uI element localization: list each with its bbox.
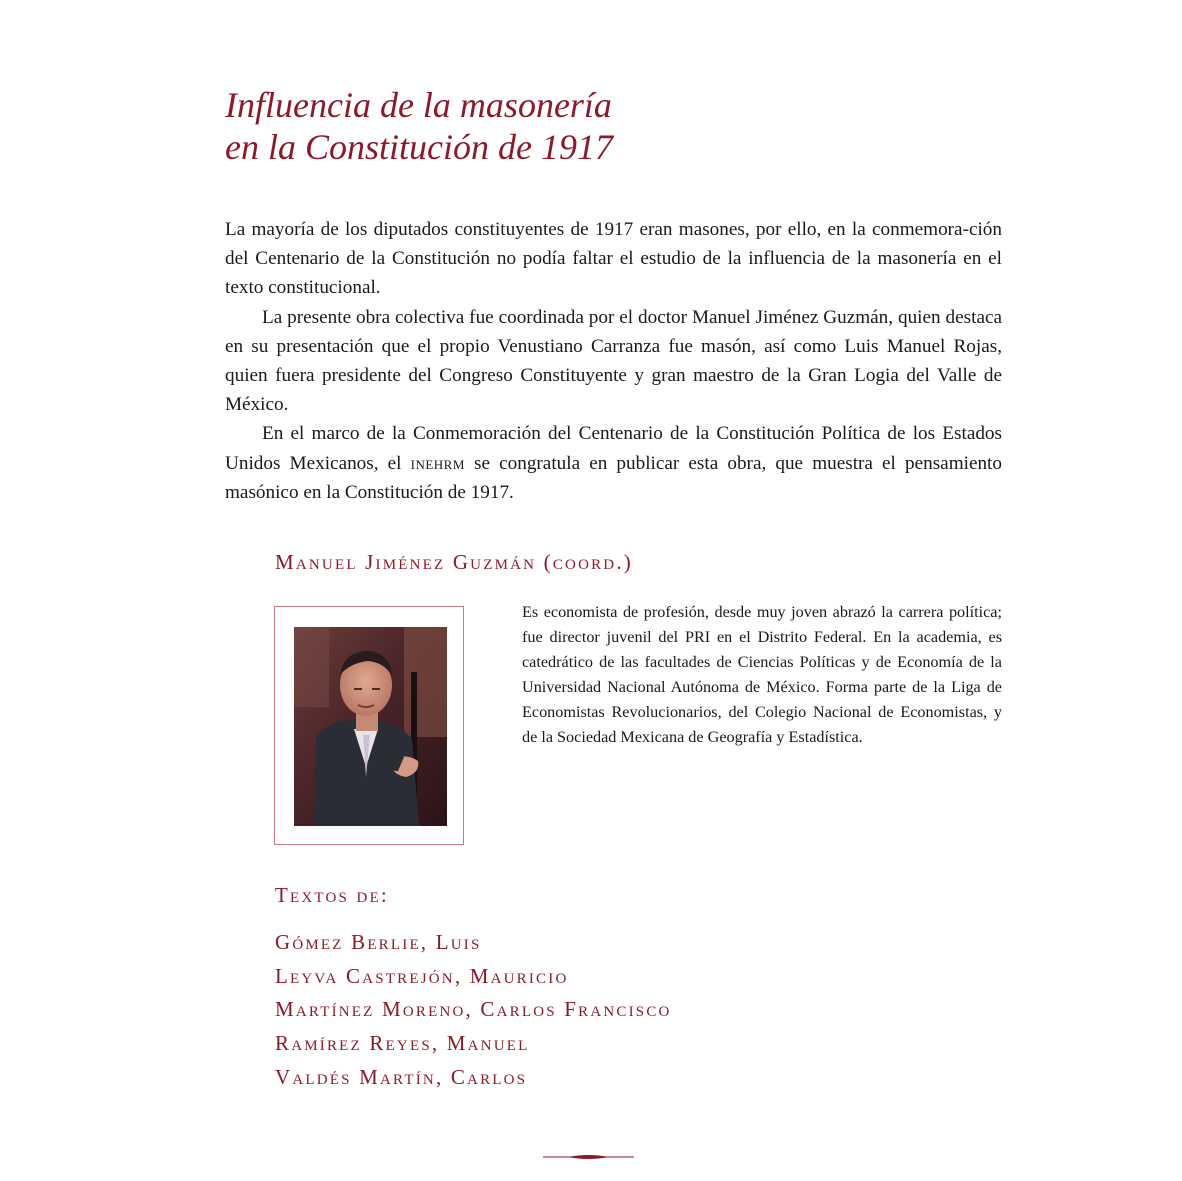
- intro-paragraph-3-end: se congratula en publicar esta obra, que muestra el pensamiento masónico en la Constitución de 1917.: [225, 452, 1002, 503]
- coordinator-heading: Manuel Jiménez Guzmán (coord.): [275, 550, 633, 574]
- contributor-name: Martínez Moreno, Carlos Francisco: [275, 997, 672, 1022]
- intro-paragraph-3-start: En el marco de la Conmemoración del Centenario de la Constitución Política de los Estados Unidos Mexicanos, el: [225, 423, 1002, 474]
- contributors-heading: Textos de:: [275, 883, 389, 907]
- contributor-name: Leyva Castrejón, Mauricio: [275, 963, 569, 988]
- intro-paragraph-2: La presente obra colectiva fue coordinada por el doctor Manuel Jiménez Guzmán, quien destaca en su presentación que el propio Venustiano Carranza fue masón, así como Luis Manuel Rojas, quien fuera presidente del Congreso Constituyente y gran maestro de la Gran Logia del Valle de México.: [225, 306, 1002, 416]
- page-ornament: [543, 1150, 634, 1164]
- contributor-name: Ramírez Reyes, Manuel: [275, 1031, 530, 1056]
- coordinator-bio: Es economista de profesión, desde muy joven abrazó la carrera política; fue director juvenil del PRI en el Distrito Federal. En la academia, es catedrático de las facultades de Ciencias Políticas y de Economía de la Universidad Nacional Autónoma de México. Forma parte de la Liga de Economistas Revolucionarios, del Colegio Nacional de Economistas, y de la Sociedad Mexicana de Geografía y Estadística.: [522, 603, 1002, 747]
- title-line-2: en la Constitución de 1917: [225, 127, 613, 167]
- contributors-list: [275, 926, 672, 1095]
- coordinator-photo: [294, 627, 447, 826]
- inehrm-acronym: inehrm: [410, 452, 465, 474]
- title-line-1: Influencia de la masonería: [225, 85, 612, 125]
- intro-paragraph-1: La mayoría de los diputados constituyentes de 1917 eran masones, por ello, en la conmemora-ción del Centenario de la Constitución no podía faltar el estudio de la influencia de la masonería en el texto constitucional.: [225, 219, 1002, 299]
- coordinator-photo-frame: [274, 606, 464, 845]
- intro-paragraph-3: [225, 419, 1002, 507]
- contributor-name: Gómez Berlie, Luis: [275, 930, 482, 954]
- intro-text: [225, 215, 1002, 507]
- contributor-name: Valdés Martín, Carlos: [275, 1064, 528, 1089]
- page-title: [225, 84, 985, 168]
